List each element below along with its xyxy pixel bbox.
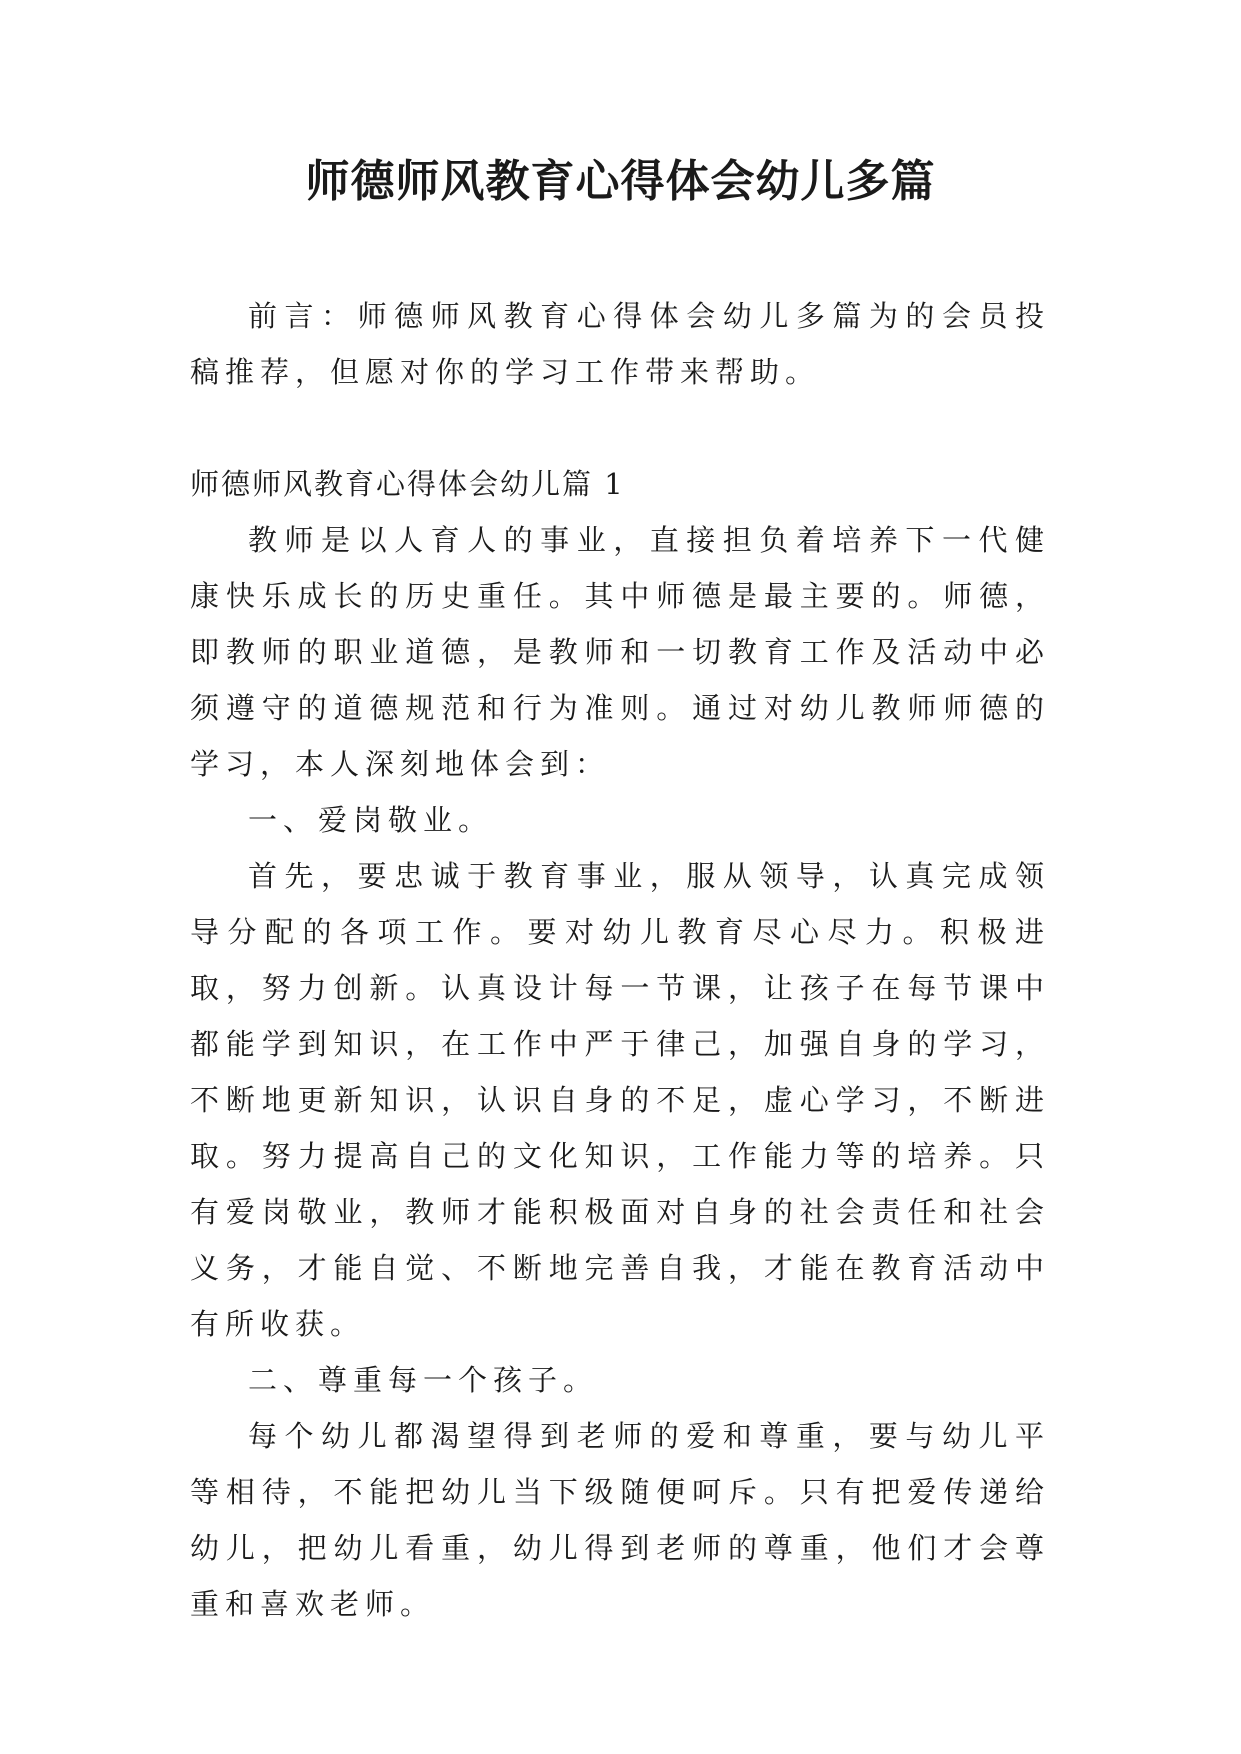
body-paragraph-dedication: 首先，要忠诚于教育事业，服从领导，认真完成领导分配的各项工作。要对幼儿教育尽心尽力。积极进取，努力创新。认真设计每一节课，让孩子在每节课中都能学到知识，在工作中严于律己，加强自身的学习，不断地更新知识，认识自身的不足，虚心学习，不断进取。努力提高自己的文化知识，工作能力等的培养。只有爱岗敬业，教师才能积极面对自身的社会责任和社会义务，才能自觉、不断地完善自我，才能在教育活动中有所收获。 <box>190 859 1050 1341</box>
preface-paragraph: 前言：师德师风教育心得体会幼儿多篇为的会员投稿推荐，但愿对你的学习工作带来帮助。 <box>190 299 1050 389</box>
section-heading: 师德师风教育心得体会幼儿篇 1 <box>190 467 625 501</box>
subheading-dedication: 一、爱岗敬业。 <box>248 803 494 837</box>
document-body <box>190 288 1050 1632</box>
body-paragraph-intro: 教师是以人育人的事业，直接担负着培养下一代健康快乐成长的历史重任。其中师德是最主要的。师德，即教师的职业道德，是教师和一切教育工作及活动中必须遵守的道德规范和行为准则。通过对幼儿教师师德的学习，本人深刻地体会到： <box>190 523 1050 781</box>
document-title: 师德师风教育心得体会幼儿多篇 <box>305 156 936 207</box>
subheading-respect: 二、尊重每一个孩子。 <box>248 1363 599 1397</box>
body-paragraph-respect: 每个幼儿都渴望得到老师的爱和尊重，要与幼儿平等相待，不能把幼儿当下级随便呵斥。只有把爱传递给幼儿，把幼儿看重，幼儿得到老师的尊重，他们才会尊重和喜欢老师。 <box>190 1419 1050 1621</box>
